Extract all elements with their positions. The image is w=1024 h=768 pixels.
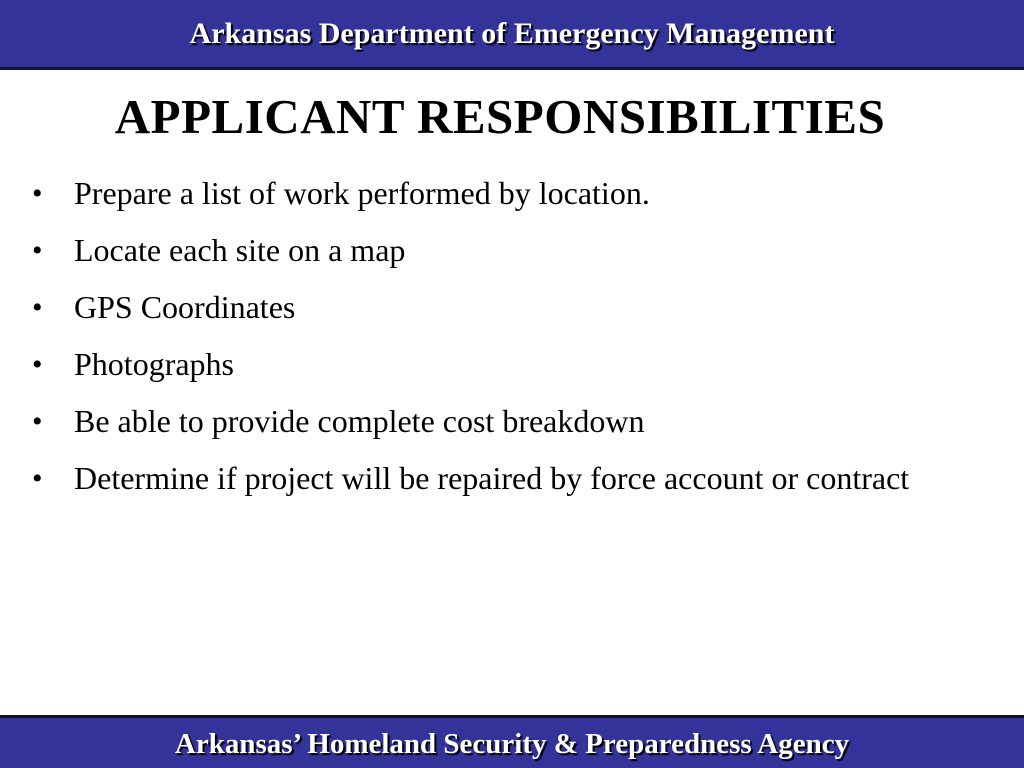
bullet-item (32, 284, 982, 331)
bullet-list (32, 170, 982, 512)
bullet-dot-icon: • (32, 405, 43, 438)
bullet-text: Be able to provide complete cost breakdown (74, 403, 645, 439)
bullet-item (32, 455, 982, 502)
bullet-text: Locate each site on a map (74, 232, 406, 268)
header-banner (0, 0, 1024, 70)
bullet-dot-icon: • (32, 291, 43, 324)
bullet-text: Prepare a list of work performed by location. (74, 175, 650, 211)
bullet-dot-icon: • (32, 462, 43, 495)
bullet-dot-icon: • (32, 348, 43, 381)
bullet-dot-icon: • (32, 234, 43, 267)
footer-banner (0, 715, 1024, 768)
footer-banner-text: Arkansas’ Homeland Security & Preparedness Agency (174, 727, 850, 760)
bullet-item (32, 398, 982, 445)
bullet-item (32, 227, 982, 274)
bullet-item (32, 170, 982, 217)
bullet-item (32, 341, 982, 388)
slide-title: APPLICANT RESPONSIBILITIES (114, 89, 886, 144)
bullet-text: Determine if project will be repaired by force account or contract (74, 460, 910, 496)
bullet-text: GPS Coordinates (74, 289, 296, 325)
bullet-dot-icon: • (32, 177, 43, 210)
header-banner-text: Arkansas Department of Emergency Management (189, 16, 835, 50)
bullet-text: Photographs (74, 346, 234, 382)
